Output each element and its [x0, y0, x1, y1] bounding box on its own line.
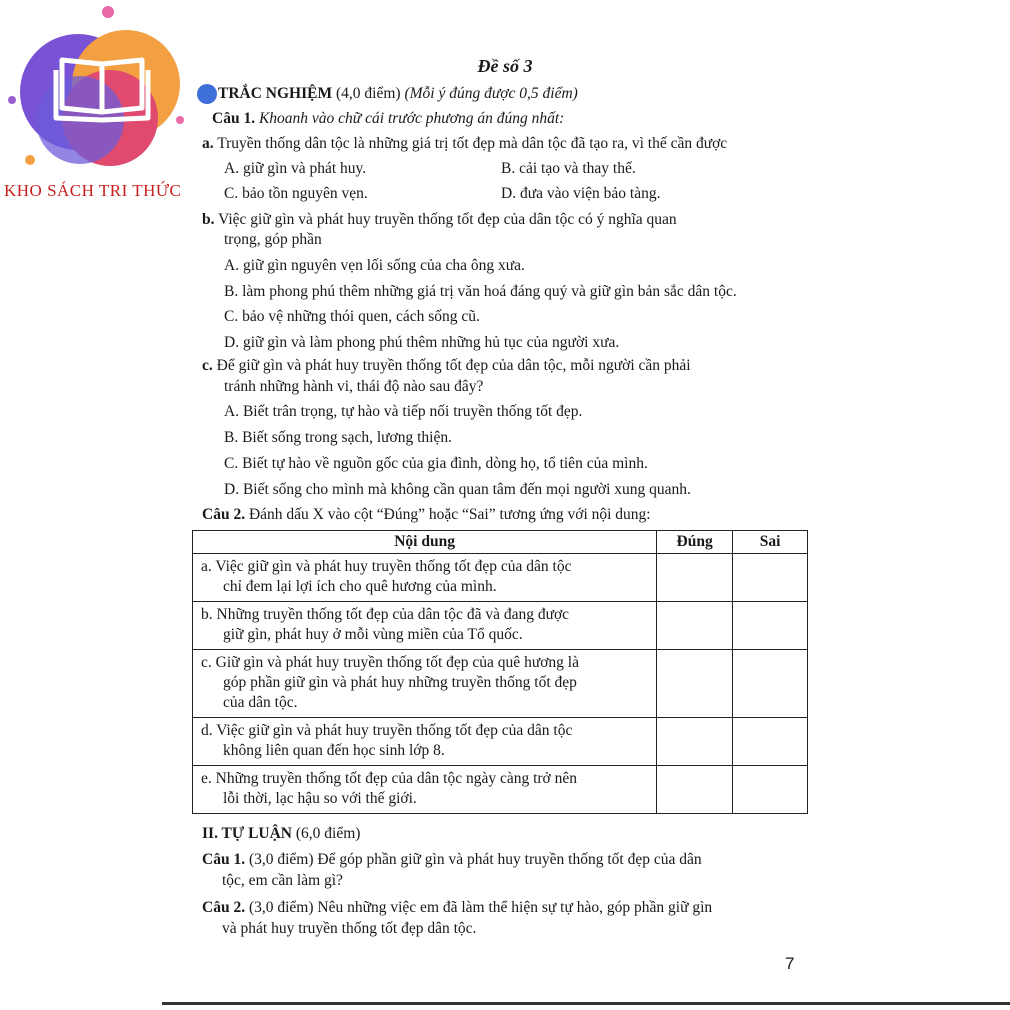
essay-q2-cont: và phát huy truyền thống tốt đẹp dân tộc.	[222, 920, 477, 937]
q1c-stem-cont: tránh những hành vi, thái độ nào sau đây?	[224, 378, 484, 395]
false-cell[interactable]	[733, 718, 808, 766]
row-text-line: d. Việc giữ gìn và phát huy truyền thống tốt đẹp của dân tộc	[201, 722, 573, 739]
q1c-option-b: B. Biết sống trong sạch, lương thiện.	[224, 429, 452, 446]
q1b-option-c: C. bảo vệ những thói quen, cách sống cũ.	[224, 308, 480, 325]
false-cell[interactable]	[733, 766, 808, 814]
q1a-option-d: D. đưa vào viện bảo tàng.	[501, 185, 661, 202]
true-cell[interactable]	[657, 554, 733, 602]
table-row	[193, 602, 808, 650]
q1b-stem-cont: trọng, góp phần	[224, 231, 322, 248]
true-cell[interactable]	[657, 766, 733, 814]
q1a-option-b: B. cải tạo và thay thế.	[501, 160, 636, 177]
row-content	[193, 554, 657, 602]
q1b-option-b: B. làm phong phú thêm những giá trị văn hoá đáng quý và giữ gìn bản sắc dân tộc.	[224, 283, 737, 300]
section-bullet-icon	[197, 84, 217, 104]
logo	[0, 0, 210, 210]
q1a-option-a: A. giữ gìn và phát huy.	[224, 160, 367, 177]
q1c-option-a: A. Biết trân trọng, tự hào và tiếp nối truyền thống tốt đẹp.	[224, 403, 583, 420]
row-text-line: của dân tộc.	[223, 694, 298, 711]
false-cell[interactable]	[733, 602, 808, 650]
row-content	[193, 602, 657, 650]
false-cell[interactable]	[733, 650, 808, 718]
q1c-option-d: D. Biết sống cho mình mà không cần quan tâm đến mọi người xung quanh.	[224, 481, 691, 498]
row-text-line: lỗi thời, lạc hậu so với thế giới.	[223, 790, 417, 807]
q1b-option-a: A. giữ gìn nguyên vẹn lối sống của cha ông xưa.	[224, 257, 525, 274]
q1b-stem: b. Việc giữ gìn và phát huy truyền thống tốt đẹp của dân tộc có ý nghĩa quan	[202, 211, 677, 228]
table-header-row	[193, 531, 808, 554]
row-content	[193, 718, 657, 766]
part2-heading: II. TỰ LUẬN (6,0 điểm)	[202, 825, 361, 842]
row-text-line: c. Giữ gìn và phát huy truyền thống tốt đẹp của quê hương là	[201, 654, 579, 671]
row-text-line: b. Những truyền thống tốt đẹp của dân tộc đã và đang được	[201, 606, 570, 623]
q1a-stem: a. Truyền thống dân tộc là những giá trị tốt đẹp mà dân tộc đã tạo ra, vì thế cần được	[202, 135, 728, 152]
part1-heading: TRẮC NGHIỆM (4,0 điểm) (Mỗi ý đúng được 0,5 điểm)	[218, 85, 578, 102]
true-cell[interactable]	[657, 718, 733, 766]
row-text-line: góp phần giữ gìn và phát huy những truyền thống tốt đẹp	[223, 674, 577, 691]
q1b-option-d: D. giữ gìn và làm phong phú thêm những hủ tục của người xưa.	[224, 334, 620, 351]
true-false-table	[192, 530, 808, 814]
true-cell[interactable]	[657, 602, 733, 650]
false-cell[interactable]	[733, 554, 808, 602]
row-text-line: không liên quan đến học sinh lớp 8.	[223, 742, 445, 759]
row-text-line: a. Việc giữ gìn và phát huy truyền thống tốt đẹp của dân tộc	[201, 558, 572, 575]
table-row	[193, 554, 808, 602]
brand-name: KHO SÁCH TRI THỨC	[4, 181, 182, 200]
row-text-line: giữ gìn, phát huy ở mỗi vùng miền của Tổ quốc.	[223, 626, 523, 643]
row-content	[193, 766, 657, 814]
row-text-line: chỉ đem lại lợi ích cho quê hương của mình.	[223, 578, 497, 595]
essay-q1: Câu 1. (3,0 điểm) Để góp phần giữ gìn và phát huy truyền thống tốt đẹp của dân	[202, 851, 702, 868]
bottom-rule	[162, 1002, 1010, 1005]
page-number: 7	[785, 954, 795, 973]
true-cell[interactable]	[657, 650, 733, 718]
q1c-stem: c. Để giữ gìn và phát huy truyền thống tốt đẹp của dân tộc, mỗi người cần phải	[202, 357, 691, 374]
q1-instruction: Câu 1. Khoanh vào chữ cái trước phương án đúng nhất:	[212, 110, 565, 127]
q2-instruction: Câu 2. Đánh dấu X vào cột “Đúng” hoặc “Sai” tương ứng với nội dung:	[202, 506, 651, 523]
row-text-line: e. Những truyền thống tốt đẹp của dân tộc ngày càng trở nên	[201, 770, 578, 787]
q1c-option-c: C. Biết tự hào về nguồn gốc của gia đình, dòng họ, tổ tiên của mình.	[224, 455, 648, 472]
table-row	[193, 650, 808, 718]
exam-title: Đề số 3	[477, 56, 533, 76]
table-row	[193, 766, 808, 814]
header-false: Sai	[733, 531, 808, 554]
q1a-option-c: C. bảo tồn nguyên vẹn.	[224, 185, 368, 202]
row-content	[193, 650, 657, 718]
table-row	[193, 718, 808, 766]
essay-q1-cont: tộc, em cần làm gì?	[222, 872, 343, 889]
header-true: Đúng	[657, 531, 733, 554]
essay-q2: Câu 2. (3,0 điểm) Nêu những việc em đã làm thể hiện sự tự hào, góp phần giữ gìn	[202, 899, 713, 916]
header-content: Nội dung	[193, 531, 657, 554]
book-logo-icon	[0, 0, 210, 210]
